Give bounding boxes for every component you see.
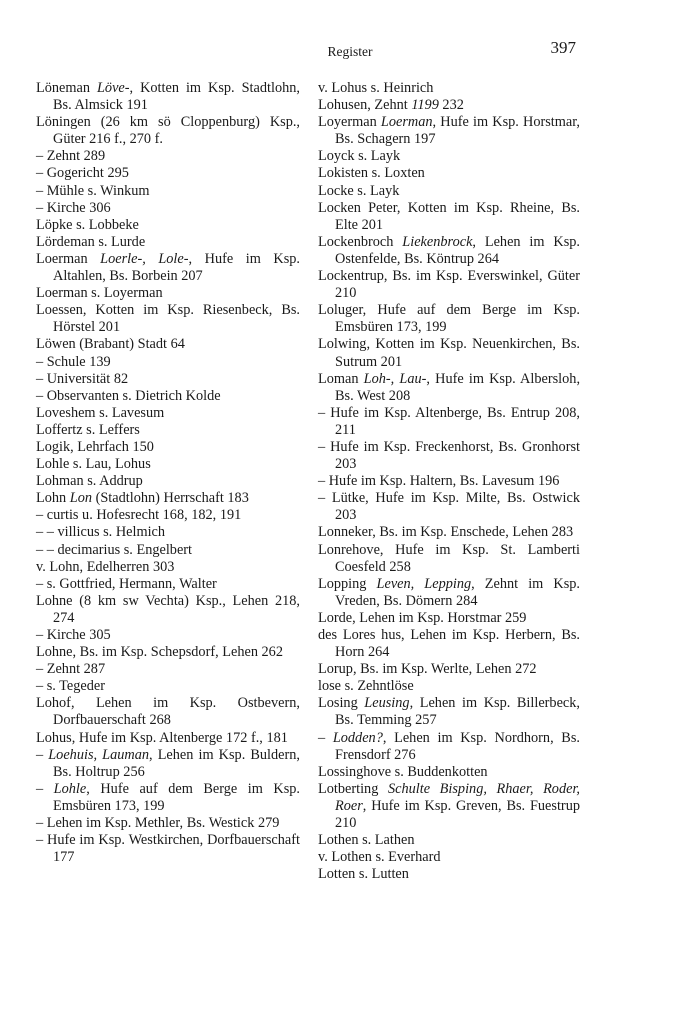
index-entry: Locken Peter, Kotten im Ksp. Rheine, Bs. Elte 201 [318,199,580,233]
index-entry: – Hufe im Ksp. Freckenhorst, Bs. Gronhorst 203 [318,438,580,473]
index-column-right [318,80,580,883]
index-entry: Lohus, Hufe im Ksp. Altenberge 172 f., 181 [36,729,288,746]
index-entry: Logik, Lehrfach 150 [36,438,154,455]
index-entry: des Lores hus, Lehen im Ksp. Herbern, Bs. Horn 264 [318,627,580,661]
index-entry: – Zehnt 289 [36,148,106,165]
index-entry: – Lehen im Ksp. Methler, Bs. Westick 279 [36,815,280,832]
index-entry: – Lütke, Hufe im Ksp. Milte, Bs. Ostwick 203 [318,490,580,524]
index-entry: – Hufe im Ksp. Haltern, Bs. Lavesum 196 [318,473,560,490]
index-entry: Löwen (Brabant) Stadt 64 [36,336,185,353]
index-entry: v. Lothen s. Everhard [318,849,441,866]
index-entry: Lotberting Schulte Bisping, Rhaer, Roder, Roer, Hufe im Ksp. Greven, Bs. Fuestrup 210 [318,780,580,832]
index-entry: Loman Loh-, Lau-, Hufe im Ksp. Albersloh, Bs. West 208 [318,370,581,404]
index-entry: – Loehuis, Lauman, Lehen im Ksp. Buldern, Bs. Holtrup 256 [36,746,300,780]
index-entry: Lohle s. Lau, Lohus [36,456,151,473]
index-entry: Locke s. Layk [318,182,400,199]
index-entry: Loyerman Loerman, Hufe im Ksp. Horstmar, Bs. Schagern 197 [318,114,581,148]
index-entry: Loerman Loerle-, Lole-, Hufe im Ksp. Altahlen, Bs. Borbein 207 [36,250,300,285]
running-head: Register [327,44,373,59]
index-entry: Loveshem s. Lavesum [36,404,165,421]
index-entry: v. Lohn, Edelherren 303 [36,558,175,575]
index-entry: Lotten s. Lutten [318,866,409,883]
index-column-left [36,80,300,866]
index-entry: Lonrehove, Hufe im Ksp. St. Lamberti Coesfeld 258 [318,541,580,575]
index-entry: Lohne, Bs. im Ksp. Schepsdorf, Lehen 262 [36,644,283,661]
index-entry: – – decimarius s. Engelbert [36,541,193,558]
index-entry: Löpke s. Lobbeke [36,216,139,233]
index-entry: – Hufe im Ksp. Westkirchen, Dorfbauerschaft 177 [36,832,300,866]
index-entry: – curtis u. Hofesrecht 168, 182, 191 [36,507,242,524]
index-entry: Lothen s. Lathen [318,832,415,849]
index-entry: – – villicus s. Helmich [36,524,166,541]
index-entry: – Mühle s. Winkum [36,182,150,199]
index-entry: Lolwing, Kotten im Ksp. Neuenkirchen, Bs. Sutrum 201 [318,336,580,370]
index-entry: – Lodden?, Lehen im Ksp. Nordhorn, Bs. Frensdorf 276 [318,729,580,763]
index-entry: Lohn Lon (Stadtlohn) Herrschaft 183 [36,490,249,507]
index-entry: Lockentrup, Bs. im Ksp. Everswinkel, Güter 210 [318,268,580,302]
index-entry: Loyck s. Layk [318,148,401,165]
index-entry: Lorup, Bs. im Ksp. Werlte, Lehen 272 [318,661,537,678]
index-entry: – Gogericht 295 [36,165,129,182]
index-entry: Lockenbroch Liekenbrock, Lehen im Ksp. Ostenfelde, Bs. Köntrup 264 [318,233,580,267]
index-entry: Loerman s. Loyerman [36,285,163,302]
index-entry: Losing Leusing, Lehen im Ksp. Billerbeck, Bs. Temming 257 [318,695,580,729]
index-entry: v. Lohus s. Heinrich [318,80,434,96]
index-entry: Löneman Löve-, Kotten im Ksp. Stadtlohn, Bs. Almsick 191 [36,80,300,114]
index-entry: Lopping Leven, Lepping, Zehnt im Ksp. Vreden, Bs. Dömern 284 [318,575,580,609]
index-entry: Löningen (26 km sö Cloppenburg) Ksp., Güter 216 f., 270 f. [36,114,300,148]
index-entry: – Universität 82 [36,370,129,387]
index-entry: – Lohle, Hufe auf dem Berge im Ksp. Emsbüren 173, 199 [36,780,300,814]
index-entry: Lonneker, Bs. im Ksp. Enschede, Lehen 283 [318,524,574,541]
index-entry: – Observanten s. Dietrich Kolde [36,387,221,404]
page-number: 397 [550,38,576,57]
index-entry: Lohof, Lehen im Ksp. Ostbevern, Dorfbauerschaft 268 [36,695,300,729]
index-entry: Lokisten s. Loxten [318,165,425,182]
index-entry: Lördeman s. Lurde [36,233,146,250]
index-entry: – Kirche 306 [36,199,111,216]
index-entry: – s. Tegeder [36,678,106,695]
index-entry: – Hufe im Ksp. Altenberge, Bs. Entrup 208, 211 [318,404,580,438]
index-entry: – s. Gottfried, Hermann, Walter [36,575,217,592]
index-entry: Lohman s. Addrup [36,473,143,490]
index-entry: Lohne (8 km sw Vechta) Ksp., Lehen 218, 274 [36,592,300,626]
index-entry: Loffertz s. Leffers [36,421,140,438]
index-entry: Lohusen, Zehnt 1199 232 [318,97,464,114]
index-entry: – Schule 139 [36,353,111,370]
index-entry: lose s. Zehntlöse [318,678,414,695]
index-entry: – Kirche 305 [36,627,111,643]
index-entry: Lorde, Lehen im Ksp. Horstmar 259 [318,609,527,626]
index-entry: – Zehnt 287 [36,661,106,678]
index-entry: Loessen, Kotten im Ksp. Riesenbeck, Bs. Hörstel 201 [36,302,300,336]
index-entry: Lossinghove s. Buddenkotten [318,763,488,780]
index-entry: Loluger, Hufe auf dem Berge im Ksp. Emsbüren 173, 199 [318,302,580,336]
